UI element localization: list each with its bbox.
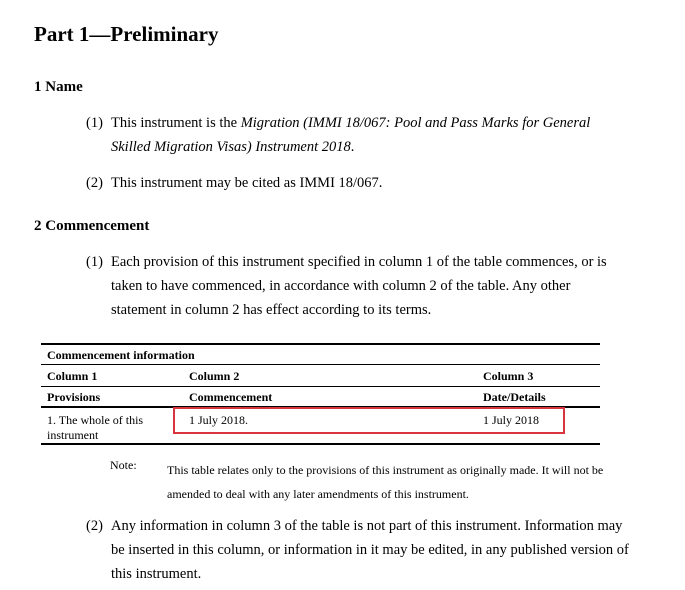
paragraph-2-2 (86, 514, 646, 586)
paragraph-number: (2) (86, 518, 103, 534)
table-caption: Commencement information (47, 348, 195, 362)
paragraph-line: this instrument. (111, 566, 202, 582)
table-cell-details: 1 July 2018 (483, 413, 540, 427)
column-number-1: Column 1 (47, 369, 98, 383)
highlight-box (173, 407, 565, 434)
table-rule (41, 386, 600, 387)
note-line: amended to deal with any later amendments of this instrument. (167, 487, 469, 501)
table-rule (41, 364, 600, 365)
table-top-rule (41, 343, 600, 345)
paragraph-2-1 (86, 250, 646, 322)
note-label: Note: (110, 458, 137, 472)
paragraph-number: (2) (86, 175, 103, 191)
table-bottom-rule (41, 443, 600, 445)
paragraph-number: (1) (86, 115, 103, 131)
paragraph-number: (1) (86, 254, 103, 270)
section-heading-commencement: 2 Commencement (34, 218, 150, 234)
instrument-name-italic: Migration (IMMI 18/067: Pool and Pass Marks for General (240, 115, 591, 131)
paragraph-1-2 (86, 171, 646, 195)
instrument-name-italic-cont: Skilled Migration Visas) Instrument 2018 (111, 139, 351, 155)
paragraph-line: statement in column 2 has effect according to its terms. (111, 302, 432, 318)
section-heading-name: 1 Name (34, 79, 83, 95)
paragraph-text: This instrument may be cited as IMMI 18/067. (111, 175, 383, 191)
column-number-2: Column 2 (189, 369, 240, 383)
paragraph-text: This instrument is the (111, 115, 241, 131)
table-cell-commencement: 1 July 2018. (189, 413, 249, 427)
paragraph-line: be inserted in this column, or information in it may be edited, in any published version of (111, 542, 629, 558)
paragraph-line: taken to have commenced, in accordance with column 2 of the table. Any other (111, 278, 571, 294)
paragraph-line: Each provision of this instrument specified in column 1 of the table commences, or is (111, 254, 607, 270)
column-number-3: Column 3 (483, 369, 534, 383)
column-header-commencement: Commencement (189, 390, 273, 404)
column-header-provisions: Provisions (47, 390, 101, 404)
paragraph-1-1 (86, 111, 646, 159)
part-title: Part 1—Preliminary (34, 22, 219, 46)
column-header-details: Date/Details (483, 390, 546, 404)
paragraph-line: Any information in column 3 of the table is not part of this instrument. Information may (111, 518, 623, 534)
table-cell-provision: 1. The whole of this instrument (47, 413, 144, 442)
note-line: This table relates only to the provisions of this instrument as originally made. It will not be (167, 463, 604, 477)
paragraph-text-end: . (350, 139, 355, 155)
note-text (167, 458, 603, 506)
